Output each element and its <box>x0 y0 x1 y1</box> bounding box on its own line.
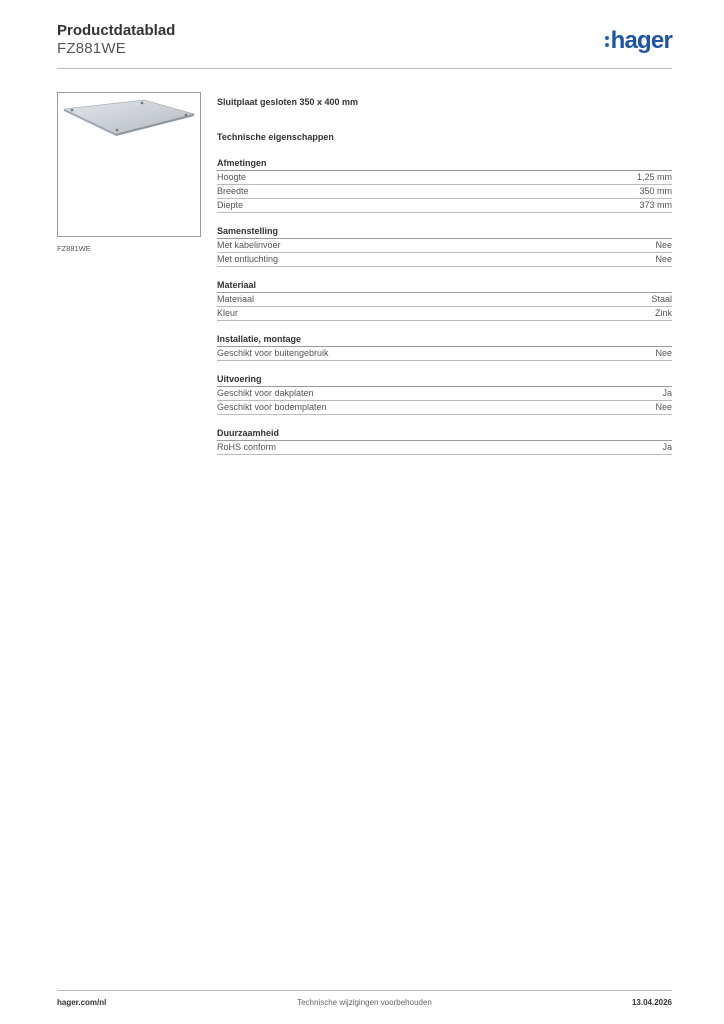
footer-date: 13.04.2026 <box>631 998 672 1007</box>
hager-logo <box>605 28 672 54</box>
spec-row <box>217 293 672 307</box>
section-title: Technische eigenschappen <box>217 132 334 142</box>
footer-disclaimer: Technische wijzigingen voorbehouden <box>297 998 432 1007</box>
group-title: Afmetingen <box>217 157 672 171</box>
spec-row <box>217 171 672 185</box>
spec-value: Nee <box>655 402 672 412</box>
spec-group-materiaal <box>217 279 672 321</box>
spec-value: Nee <box>655 254 672 264</box>
spec-value: Nee <box>655 240 672 250</box>
spec-value: Staal <box>651 294 672 304</box>
spec-label: Kleur <box>217 308 239 318</box>
spec-value: 350 mm <box>639 186 672 196</box>
document-title: Productdatablad <box>57 22 176 39</box>
specification-panel <box>217 95 672 455</box>
footer-website-link[interactable]: hager.com/nl <box>57 998 107 1007</box>
page-header <box>57 20 672 68</box>
spec-row <box>217 185 672 199</box>
logo-text: hager <box>610 27 672 54</box>
header-divider <box>57 68 672 69</box>
product-image <box>57 92 201 237</box>
group-title: Samenstelling <box>217 225 672 239</box>
footer-divider <box>57 990 672 991</box>
image-caption: FZ881WE <box>57 244 91 253</box>
spec-row <box>217 401 672 415</box>
spec-label: Hoogte <box>217 172 247 182</box>
spec-row <box>217 239 672 253</box>
spec-row <box>217 347 672 361</box>
spec-label: RoHS conform <box>217 442 277 452</box>
spec-row <box>217 441 672 455</box>
spec-group-uitvoering <box>217 373 672 415</box>
spec-label: Materiaal <box>217 294 255 304</box>
spec-label: Geschikt voor buitengebruik <box>217 348 329 358</box>
spec-label: Diepte <box>217 200 244 210</box>
spec-label: Geschikt voor dakplaten <box>217 388 314 398</box>
spec-row <box>217 199 672 213</box>
spec-value: Ja <box>662 388 672 398</box>
cover-plate-icon <box>58 93 200 236</box>
spec-group-duurzaamheid <box>217 427 672 455</box>
spec-group-afmetingen <box>217 157 672 213</box>
spec-group-samenstelling <box>217 225 672 267</box>
spec-label: Met kabelinvoer <box>217 240 281 250</box>
spec-value: 373 mm <box>639 200 672 210</box>
product-code: FZ881WE <box>57 40 126 57</box>
spec-row <box>217 387 672 401</box>
spec-label: Met ontluchting <box>217 254 279 264</box>
logo-dots-icon <box>605 36 609 47</box>
spec-row <box>217 253 672 267</box>
spec-label: Breedte <box>217 186 249 196</box>
spec-value: Ja <box>662 442 672 452</box>
spec-value: Nee <box>655 348 672 358</box>
group-title: Installatie, montage <box>217 333 672 347</box>
spec-label: Geschikt voor bodemplaten <box>217 402 327 412</box>
group-title: Materiaal <box>217 279 672 293</box>
product-name: Sluitplaat gesloten 350 x 400 mm <box>217 97 359 107</box>
spec-value: Zink <box>654 308 672 318</box>
group-title: Duurzaamheid <box>217 427 672 441</box>
spec-value: 1,25 mm <box>636 172 672 182</box>
spec-group-installatie <box>217 333 672 361</box>
spec-row <box>217 307 672 321</box>
group-title: Uitvoering <box>217 373 672 387</box>
